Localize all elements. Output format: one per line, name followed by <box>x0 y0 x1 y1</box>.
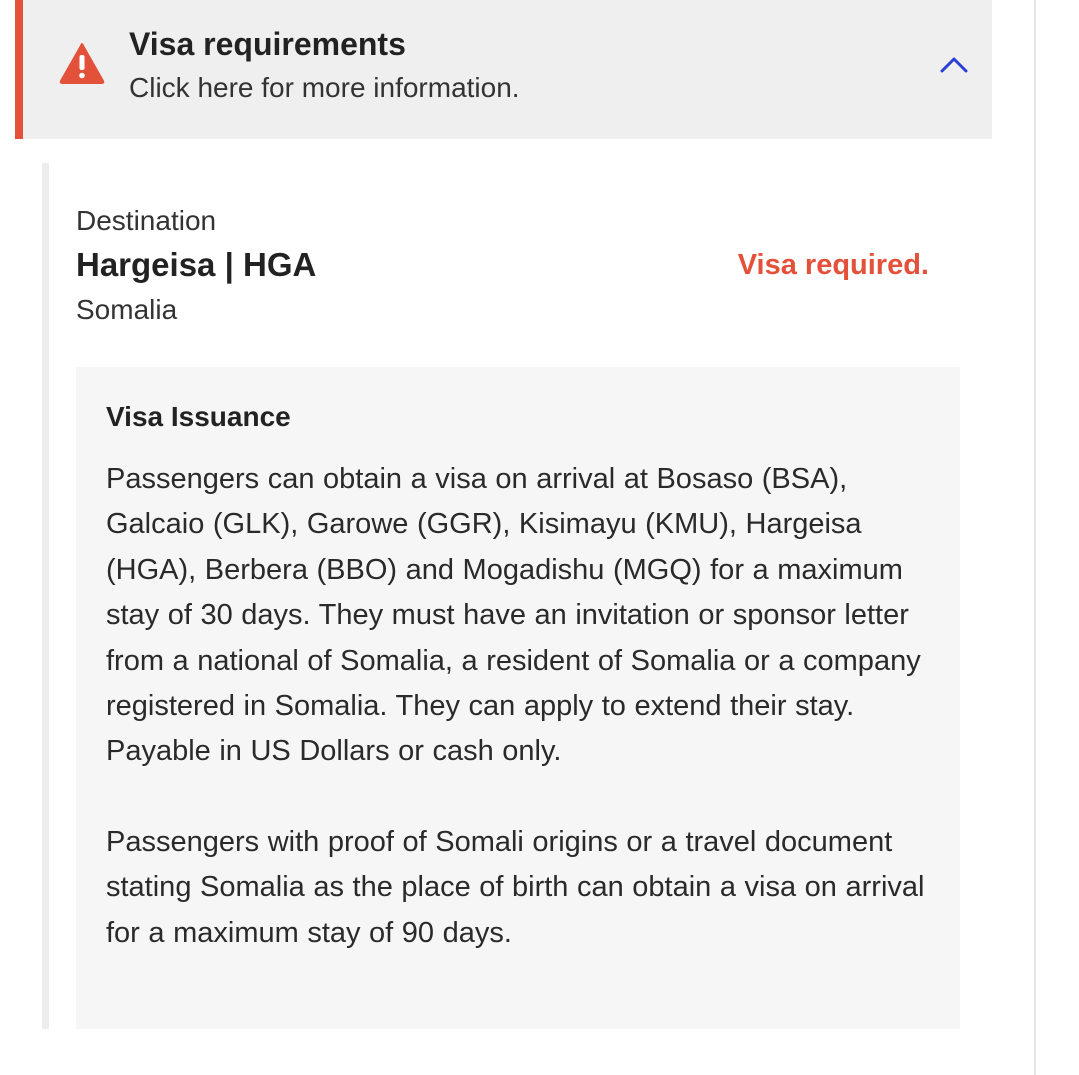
destination-label: Destination <box>76 205 217 236</box>
visa-requirements-title: Visa requirements <box>129 26 406 62</box>
more-info-link[interactable]: Click here for more information. <box>129 72 520 103</box>
visa-issuance-paragraph: Passengers can obtain a visa on arrival at Bosaso (BSA), Galcaio (GLK), Garowe (GGR), Kisimayu (KMU), Hargeisa (HGA), Berbera (BBO) and Mogadishu (MGQ) for a maximum stay of 30 days. They must have an invitation or sponsor letter from a national of Somalia, a resident of Somalia or a company registered in Somalia. They can apply to extend their stay. Payable in US Dollars or cash only. <box>106 463 921 768</box>
visa-issuance-paragraph: Passengers with proof of Somali origins or a travel document stating Somalia as the place of birth can obtain a visa on arrival for a maximum stay of 90 days. <box>106 825 925 949</box>
chevron-up-icon[interactable] <box>939 50 969 80</box>
visa-issuance-title: Visa Issuance <box>106 401 291 432</box>
visa-issuance-box <box>76 367 960 1029</box>
visa-requirements-header[interactable] <box>15 0 992 139</box>
destination-name: Hargeisa | HGA <box>76 246 317 283</box>
visa-status-badge: Visa required. <box>737 249 929 281</box>
right-divider <box>1034 0 1036 1075</box>
destination-country: Somalia <box>76 294 178 325</box>
warning-triangle-icon <box>59 42 105 84</box>
